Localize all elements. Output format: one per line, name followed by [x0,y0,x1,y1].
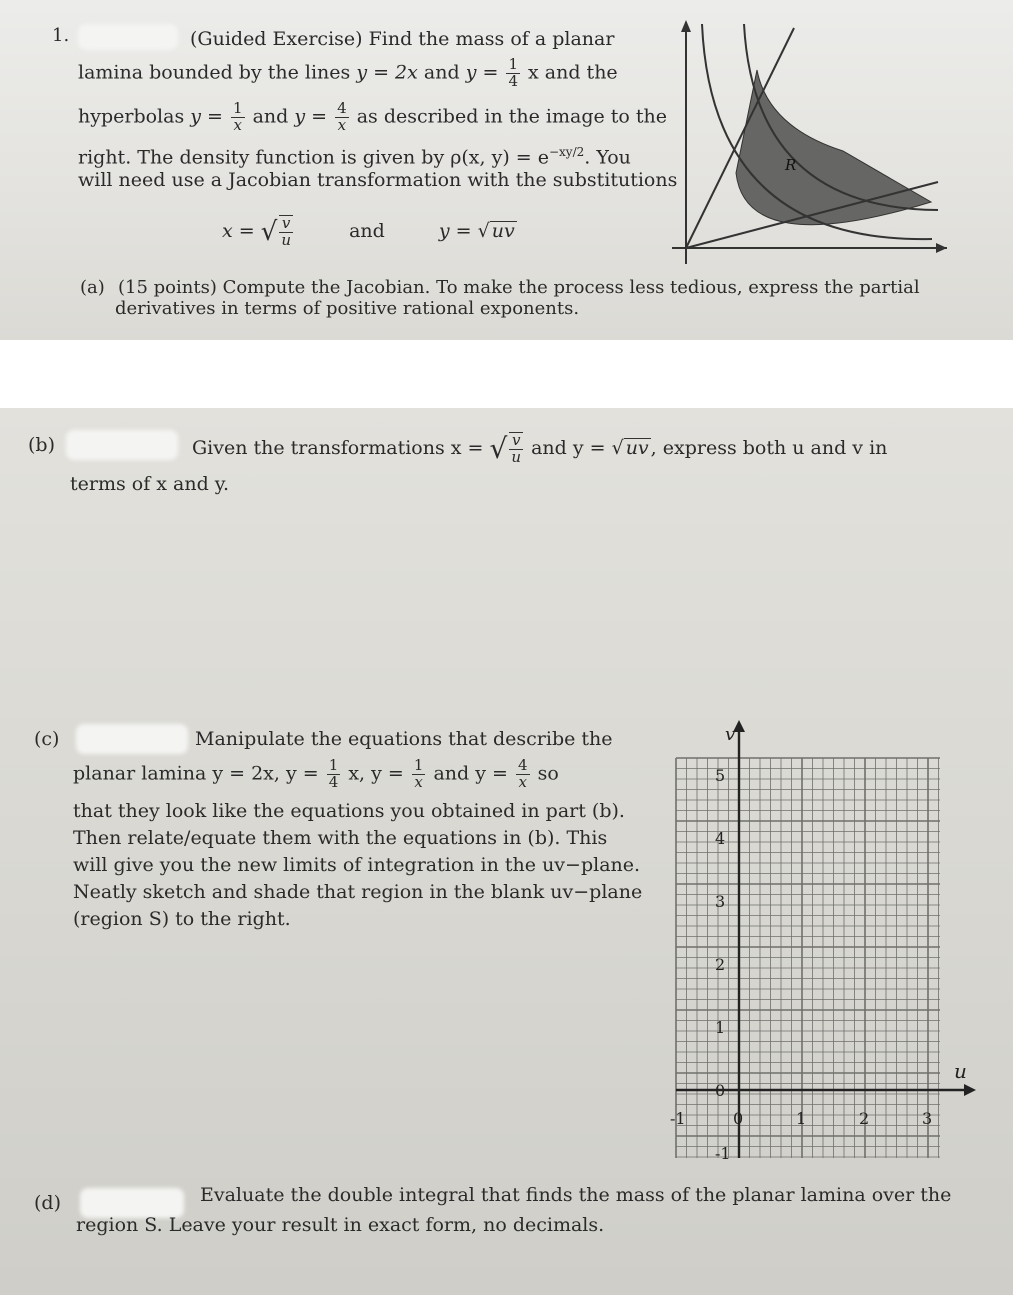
fraction-1-x: $\frac{1}{x}$ [233,99,243,134]
part-c-line2 [73,758,559,791]
v-tick-label: 2 [715,955,726,974]
sub-y-radicand: uv [491,219,515,242]
parts-b-c-d-panel [0,408,1013,1295]
problem-number: 1. [52,25,70,46]
redacted-points [66,430,178,460]
intro-eq: y = 2x [356,61,418,84]
redacted-points [76,724,188,754]
v-axis-label: v [725,724,736,745]
part-a-line2: derivatives in terms of positive rational exponents. [115,298,580,319]
u-tick-label: 2 [859,1109,870,1128]
part-c-text: so [537,762,559,785]
part-d-label: (d) [34,1192,61,1214]
intro-text: as described in the image to the [356,105,668,128]
u-axis-label: u [954,1059,967,1083]
u-tick-label: 0 [733,1109,744,1128]
problem-statement-panel [0,0,1013,340]
region-r-shading [736,70,931,225]
v-tick-label: -1 [715,1144,731,1163]
part-c-text: x, y = [348,762,404,785]
intro-line2 [78,57,618,90]
v-tick-label: 0 [715,1081,726,1100]
u-tick-label: 1 [796,1109,807,1128]
v-tick-label: 4 [715,829,726,848]
part-c-label: (c) [34,728,60,750]
sub-and: and [349,219,385,242]
intro-eq: y = [465,61,499,84]
part-d-line2: region S. Leave your result in exact form, no decimals. [76,1214,605,1236]
part-c-line5: will give you the new limits of integration in the uv−plane. [73,854,641,876]
intro-eq: y = [294,105,328,128]
intro-text: right. The density function is given by ρ(x, y) = e [78,146,549,169]
part-b-radicand: uv [625,436,649,459]
intro-text: x and the [528,61,618,84]
intro-text: hyperbolas [78,105,185,128]
part-b-line2: terms of x and y. [70,473,230,495]
intro-line4 [78,146,631,167]
intro-text: and [252,105,289,128]
part-b-label: (b) [28,434,55,456]
intro-text: and [423,61,460,84]
intro-line3 [78,101,667,134]
sub-x-lhs: x = [222,219,255,242]
intro-line1: (Guided Exercise) Find the mass of a planar [190,28,615,50]
part-c-text: and y = [433,762,508,785]
u-axis-arrow [964,1084,976,1096]
part-c-line7: (region S) to the right. [73,908,291,930]
region-r-label: R [785,156,797,174]
part-d-line1: Evaluate the double integral that finds the mass of the planar lamina over the [200,1184,952,1206]
sub-x-fraction: $\frac{v}{u}$ [281,214,291,249]
part-c-line3: that they look like the equations you obtained in part (b). [73,800,625,822]
part-c-line6: Neatly sketch and shade that region in the blank uv−plane [73,881,643,903]
x-axis-arrow [936,243,947,253]
part-b-line1: Given the transformations x = √ $\frac{v}{u}$ and y = √ uv , express both u and v in [192,431,888,466]
intro-text: lamina bounded by the lines [78,61,351,84]
part-c-fraction-4-x: $\frac{4}{x}$ [517,756,528,791]
y-axis-arrow [681,20,691,32]
part-a-line1: (15 points) Compute the Jacobian. To make the process less tedious, express the partial [118,277,920,298]
part-c-line1: Manipulate the equations that describe the [195,728,613,750]
intro-line5: will need use a Jacobian transformation with the substitutions [78,169,678,191]
substitution-equations: x = √ $\frac{v}{u}$ and y = √ uv [222,214,515,249]
part-c-text: planar lamina y = 2x, y = [73,762,319,785]
v-tick-label: 3 [715,892,726,911]
u-tick-label: -1 [670,1109,686,1128]
part-b-text: and y = [531,436,606,459]
part-b-fraction: $\frac{v}{u}$ [511,431,522,466]
uv-plane-grid[interactable] [664,718,984,1168]
part-a-label: (a) [80,277,105,298]
part-c-line4: Then relate/equate them with the equations in (b). This [73,827,608,849]
part-b-text: , express both u and v in [650,436,888,459]
part-b-text: Given the transformations x = [192,436,484,459]
v-tick-label: 5 [715,766,726,785]
intro-text: . You [584,146,631,169]
part-c-fraction-1-x: $\frac{1}{x}$ [413,756,424,791]
fraction-4-x: $\frac{4}{x}$ [337,99,347,134]
region-r-figure [652,14,952,274]
fraction-1-4: $\frac{1}{4}$ [508,55,518,90]
redacted-points [78,24,178,50]
density-exponent: −xy/2 [548,145,585,159]
sub-y-lhs: y = [438,219,472,242]
u-tick-label: 3 [922,1109,933,1128]
part-c-fraction-1-4: $\frac{1}{4}$ [328,756,339,791]
v-tick-label: 1 [715,1018,726,1037]
intro-eq: y = [190,105,223,128]
